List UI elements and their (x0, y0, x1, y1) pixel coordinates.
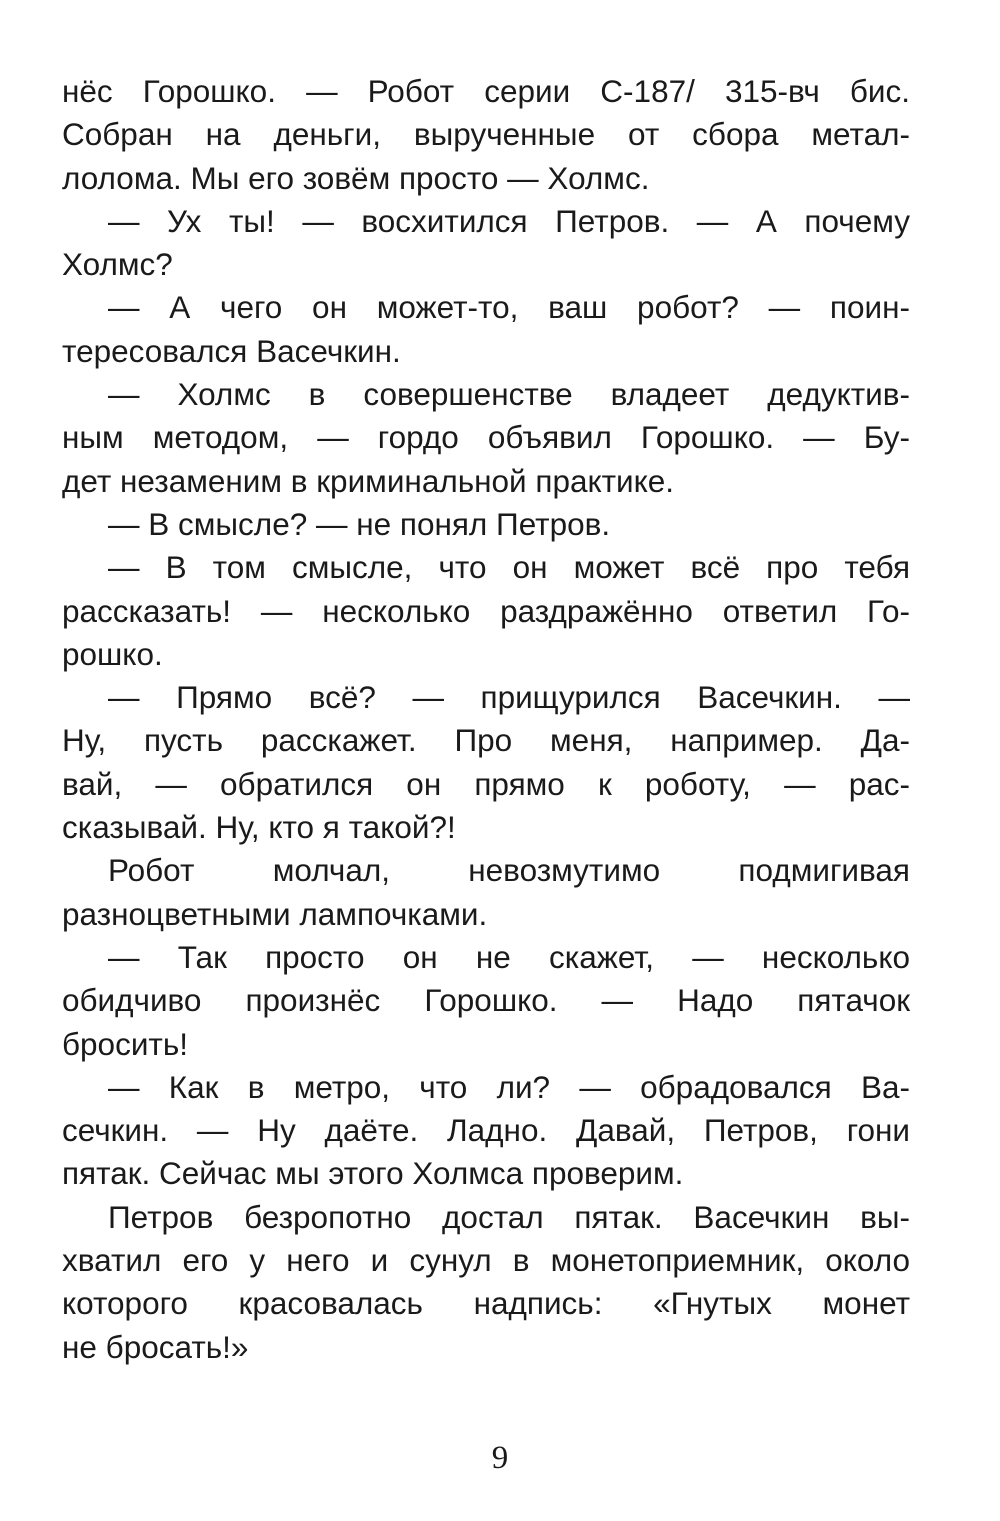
paragraph (62, 676, 910, 849)
paragraph (62, 70, 910, 200)
text-line: — В том смысле, что он может всё про тебя (108, 549, 910, 586)
paragraph (62, 1196, 910, 1369)
text-line: нёс Горошко. — Робот серии С-187/ 315-вч бис. (62, 73, 910, 109)
text-line: разноцветными лампочками. (62, 895, 488, 932)
text-line: — Прямо всё? — прищурился Васечкин. — (108, 679, 910, 716)
text-line: которого красовалась надпись: «Гнутых монет (62, 1285, 910, 1322)
text-line: — В смысле? — не понял Петров. (108, 505, 611, 542)
text-line: рошко. (62, 635, 163, 672)
text-line: — Так просто он не скажет, — несколько (108, 938, 910, 975)
text-line: хватил его у него и сунул в монетоприемник, около (62, 1242, 910, 1279)
paragraph (62, 503, 910, 546)
text-line: ным методом, — гордо объявил Горошко. — Бу- (62, 419, 910, 456)
text-line: — Холмс в совершенстве владеет дедуктив- (108, 376, 910, 413)
text-line: сечкин. — Ну даёте. Ладно. Давай, Петров, гони (62, 1112, 910, 1149)
text-line: — А чего он может-то, ваш робот? — поин- (108, 289, 910, 326)
text-line: обидчиво произнёс Горошко. — Надо пятачок (62, 982, 910, 1019)
paragraph (62, 849, 910, 936)
paragraph (62, 936, 910, 1066)
text-line: Собран на деньги, вырученные от сбора метал- (62, 116, 910, 153)
text-line: пятак. Сейчас мы этого Холмса проверим. (62, 1155, 684, 1192)
paragraph (62, 1066, 910, 1196)
text-line: вай, — обратился он прямо к роботу, — рас- (62, 765, 910, 802)
paragraph (62, 200, 910, 287)
page-number: 9 (491, 1440, 509, 1476)
text-line: — Ух ты! — восхитился Петров. — А почему (108, 202, 910, 239)
text-line: рассказать! — несколько раздражённо ответил Го- (62, 592, 910, 629)
text-line: бросить! (62, 1025, 189, 1062)
text-line: Холмс? (62, 246, 173, 283)
paragraph (62, 546, 910, 676)
text-line: лолома. Мы его зовём просто — Холмс. (62, 159, 650, 196)
text-line: Петров безропотно достал пятак. Васечкин вы- (108, 1198, 910, 1235)
text-line: — Как в метро, что ли? — обрадовался Ва- (108, 1068, 910, 1105)
body-text (62, 70, 910, 1369)
text-line: сказывай. Ну, кто я такой?! (62, 809, 456, 846)
paragraph (62, 373, 910, 503)
text-line: тересовался Васечкин. (62, 332, 401, 369)
paragraph (62, 286, 910, 373)
text-line: дет незаменим в криминальной практике. (62, 462, 675, 499)
text-line: Ну, пусть расскажет. Про меня, например. Да- (62, 722, 910, 759)
text-line: Робот молчал, невозмутимо подмигивая (108, 852, 910, 889)
text-line: не бросать!» (62, 1328, 249, 1365)
